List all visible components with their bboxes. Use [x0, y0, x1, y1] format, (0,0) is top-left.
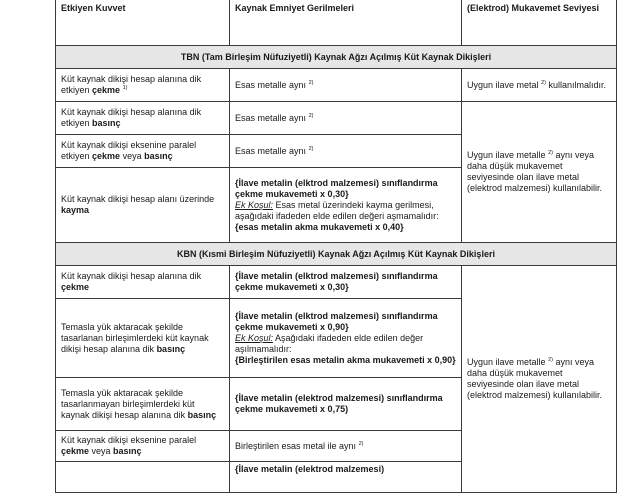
force-cell: Temasla yük aktaracak şekilde tasarlanan birleşimlerdeki küt kaynak dikişi hesap alanına dik basınç	[56, 299, 230, 378]
force-cell: Küt kaynak dikişi hesap alanı üzerinde kayma	[56, 168, 230, 243]
force-cell: Küt kaynak dikişi eksenine paralel etkiyen çekme veya basınç	[56, 135, 230, 168]
force-cell	[56, 462, 230, 493]
force-cell: Küt kaynak dikişi hesap alanına dik etkiyen basınç	[56, 102, 230, 135]
force-cell: Temasla yük aktaracak şekilde tasarlanmayan birleşimlerdeki küt kaynak dikişi hesap alanına dik basınç	[56, 378, 230, 431]
force-cell: Küt kaynak dikişi hesap alanına dik etkiyen çekme $^{1)}$	[56, 69, 230, 102]
weld-stress-table	[55, 0, 617, 493]
force-cell: Küt kaynak dikişi hesap alanına dik çekme	[56, 266, 230, 299]
section-title-tbn: TBN (Tam Birleşim Nüfuziyetli) Kaynak Ağzı Açılmış Küt Kaynak Dikişleri	[56, 46, 617, 69]
table-row	[56, 69, 617, 102]
stress-cell: {İlave metalin (elktrod malzemesi) sınıflandırma çekme mukavemeti x 0,30} Ek Koşul: Esas metal üzerindeki kayma gerilmesi, aşağıdaki ifadeden elde edilen değeri aşmamalıdır: {esas metalin akma mukavemeti x 0,40}	[230, 168, 462, 243]
table-row	[56, 102, 617, 135]
section-title-kbn: KBN (Kısmi Birleşim Nüfuziyetli) Kaynak Ağzı Açılmış Küt Kaynak Dikişleri	[56, 243, 617, 266]
stress-cell: Esas metalle aynı $^{2)}$	[230, 135, 462, 168]
stress-cell: {İlave metalin (elektrod malzemesi) sınıflandırma çekme mukavemeti x 0,75)	[230, 378, 462, 431]
header-acting-force: Etkiyen Kuvvet	[56, 0, 230, 46]
header-weld-allowable-stress: Kaynak Emniyet Gerilmeleri	[230, 0, 462, 46]
stress-cell: Birleştirilen esas metal ile aynı $^{2)}$	[230, 431, 462, 462]
stress-cell: {İlave metalin (elektrod malzemesi)	[230, 462, 462, 493]
table-row	[56, 266, 617, 299]
strength-cell-merged: Uygun ilave metalle $^{2)}$ aynı veya daha düşük mukavemet seviyesinde olan ilave metal (elektrod malzemesi) kullanılabilir.	[462, 102, 617, 243]
force-cell: Küt kaynak dikişi eksenine paralel çekme veya basınç	[56, 431, 230, 462]
table-header-row	[56, 0, 617, 46]
strength-cell: Uygun ilave metal $^{2)}$ kullanılmalıdır.	[462, 69, 617, 102]
stress-cell: Esas metalle aynı $^{2)}$	[230, 69, 462, 102]
header-strength-level: (Elektrod) Mukavemet Seviyesi	[462, 0, 617, 46]
strength-cell-merged: Uygun ilave metalle $^{2)}$ aynı veya daha düşük mukavemet seviyesinde olan ilave metal (elektrod malzemesi) kullanılabilir.	[462, 266, 617, 493]
section-row-kbn	[56, 243, 617, 266]
stress-cell: {İlave metalin (elktrod malzemesi) sınıflandırma çekme mukavemeti x 0,90} Ek Koşul: Aşağıdaki ifadeden elde edilen değer aşılmamalıdır: {Birleştirilen esas metalin akma mukavemeti x 0,90}	[230, 299, 462, 378]
stress-cell: Esas metalle aynı $^{2)}$	[230, 102, 462, 135]
section-row-tbn	[56, 46, 617, 69]
stress-cell: {İlave metalin (elktrod malzemesi) sınıflandırma çekme mukavemeti x 0,30}	[230, 266, 462, 299]
